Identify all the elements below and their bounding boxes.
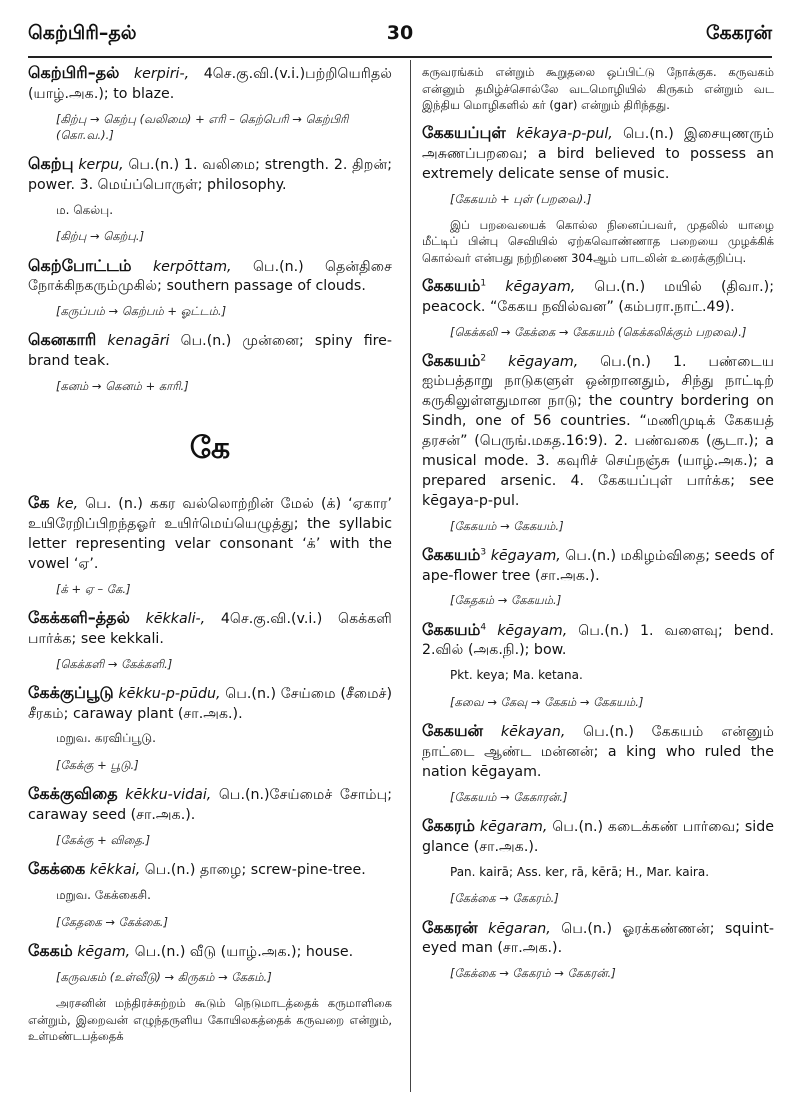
definition: பெ.(n.) தாழை; screw-pine-tree. — [144, 862, 366, 879]
transliteration: kēgaram, — [479, 818, 548, 835]
definition: பெ. (n.) ககர வல்லொற்றின் மேல் (க்) ‘ஏகார’ உயிரேறிப்பிறந்தஓர் உயிர்மெய்யெழுத்து; the syllabic letter representing velar consonant ‘க்’ with the vowel ‘ஏ’. — [28, 496, 393, 572]
headword: கெனகாரி — [28, 330, 97, 350]
entry-kekayan — [422, 720, 774, 783]
transliteration: kēkkali-, — [145, 610, 206, 627]
transliteration: kenagāri — [107, 333, 170, 350]
definition: பெ.(n.) முன்னை; spiny fire-brand teak. — [28, 333, 392, 370]
headword: கேகயன் — [422, 721, 484, 741]
transliteration: kerpu, — [78, 156, 124, 173]
entry-kerpiri — [28, 62, 392, 105]
etymology: [கேகயம் → கேகாரன்.] — [450, 789, 568, 804]
etymology: [கெக்களி → கேக்களி.] — [56, 656, 173, 671]
transliteration: kēkkai, — [89, 862, 141, 879]
entry-kegaran — [422, 917, 774, 960]
entry-kenagari — [28, 329, 392, 372]
etymology: [கெக்கலி → கேக்கை → கேகயம் (கெக்கலிக்கும் பறவை).] — [450, 324, 747, 339]
headword: கெற்போட்டம் — [28, 255, 132, 275]
etymology: [கேதகை → கேக்கை.] — [56, 914, 168, 929]
definition: பெ.(n.) 1. வலிமை; strength. 2. திறன்; power. 3. மெய்ப்பொருள்; philosophy. — [28, 156, 393, 193]
entry-kegayam-4 — [422, 619, 774, 662]
synonym-note: மறுவ. கேக்கைசி. — [56, 888, 151, 903]
entry-kerpottam — [28, 255, 392, 298]
entry-ke — [28, 492, 392, 575]
headword: கேகயம் — [422, 275, 481, 295]
entry-kegayam-1 — [422, 275, 774, 318]
explanatory-paragraph: அரசனின் மந்திரச்சுற்றம் கூடும் நெடுமாடத்தைக் கருமாளிகை என்றும், இறைவன் எழுந்தருளிய கோயிலகத்தைக் கருவறை என்றும், உள்மண்டபத்தைக் — [28, 995, 392, 1044]
definition: பெ.(n.) ஓரக்கண்ணன்; squint-eyed man (சா.அக.). — [422, 920, 774, 957]
transliteration: kēgayam, — [490, 547, 561, 564]
transliteration: kēgayam, — [497, 622, 568, 639]
explanatory-paragraph: இப் பறவையைக் கொல்ல நினைப்பவர், முதலில் யாழை மீட்டிப் பின்பு செவியில் ஏற்கவொண்ணாத பறையை முழக்கிக் கொல்வர் என்பது நற்றிணை 304ஆம் பாடலின் உரைக்குறிப்பு. — [422, 217, 774, 266]
entry-kekkali — [28, 607, 392, 650]
etymology: [கவை → கேவு → கேகம் → கேகயம்.] — [450, 695, 644, 710]
headword: கேக்கை — [28, 859, 86, 879]
definition: 4செ.கு.வி.(v.i.) கெக்களி பார்க்க; see kekkali. — [28, 610, 392, 647]
entry-kegayam-2 — [422, 350, 774, 512]
page-number: 30 — [386, 22, 414, 44]
entry-kegayam-3 — [422, 544, 774, 587]
homonym-number: 3 — [480, 546, 487, 557]
entry-kerpu — [28, 153, 392, 196]
left-column — [28, 62, 392, 1053]
cognate-note: ம. கெல்பு. — [56, 202, 114, 217]
etymology: [கருப்பம் → கெற்பம் + ஓட்டம்.] — [56, 304, 227, 319]
entry-kekkai — [28, 858, 392, 881]
etymology: [கேக்கு + பூடு.] — [56, 758, 139, 773]
transliteration: kēgayam, — [508, 353, 579, 370]
entry-kegaram — [422, 815, 774, 858]
homonym-number: 2 — [480, 352, 487, 363]
transliteration: kēgayam, — [505, 278, 576, 295]
definition: பெ.(n.) 1. வளைவு; bend. 2.வில் (அக.நி.); bow. — [422, 622, 774, 659]
homonym-number: 1 — [480, 278, 487, 289]
etymology: [க் + ஏ – கே.] — [56, 581, 131, 596]
headword: கேகயம் — [422, 619, 481, 639]
etymology: [கனம் → கெனம் + காரி.] — [56, 379, 189, 394]
transliteration: ke, — [56, 496, 79, 513]
headword: கேக்களி–த்தல் — [28, 607, 130, 627]
homonym-number: 4 — [480, 621, 487, 632]
transliteration: kēkaya-p-pul, — [516, 126, 613, 143]
transliteration: kēkku-p-pūdu, — [118, 685, 221, 702]
transliteration: kerpiri-, — [133, 66, 190, 82]
page-header — [28, 22, 772, 52]
definition: பெ.(n.) மயில் (திவா.); peacock. “கேகய நவில்வன” (கம்பரா.நாட்.49). — [422, 278, 775, 315]
transliteration: kēkku-vidai, — [125, 787, 212, 804]
transliteration: kēkayan, — [500, 724, 566, 741]
definition: 4செ.கு.வி.(v.i.)பற்றியெரிதல் (யாழ்.அக.); to blaze. — [28, 66, 392, 102]
definition: பெ.(n.) 1. பண்டைய ஐம்பத்தாறு நாடுகளுள் ஒன்றானதும், சிந்து நாட்டிற் கருகிலுள்ளதுமான நாடு; the country bordering on Sindh, one of 56 countries. “மணிமுடிக் கேகயத் தரசன்” (பெருங்.மகத.16:9). 2. பண்வகை (சூடா.); a musical mode. 3. கவுரிச் செய்நஞ்சு (யாழ்.அக.); a prepared arsenic. 4. கேகயப்புள் பார்க்க; see kēgaya-p-pul. — [422, 353, 774, 509]
headword: கேகம் — [28, 940, 73, 960]
etymology: [கருவகம் (உள்வீடு) → கிருகம் → கேகம்.] — [56, 969, 272, 984]
headword: கேகயப்புள் — [422, 123, 506, 143]
definition: பெ.(n.) இசையுணரும் அசுணப்பறவை; a bird believed to possess an extremely delicate sense of music. — [422, 126, 775, 182]
headword: கேகரன் — [422, 917, 478, 937]
etymology: [கேக்கை → கேகரம் → கேகரன்.] — [450, 966, 616, 981]
entry-kekayappul — [422, 122, 774, 185]
headword: கே — [28, 493, 50, 513]
header-left-word: கெற்பிரி–தல் — [28, 22, 137, 44]
headword: கேகயம் — [422, 544, 481, 564]
transliteration: kerpōttam, — [152, 258, 232, 275]
header-right-word: கேகரன் — [705, 22, 772, 44]
definition: பெ.(n.) வீடு (யாழ்.அக.); house. — [134, 943, 354, 960]
headword: கேக்குப்பூடு — [28, 682, 114, 702]
headword: கேகயம் — [422, 350, 481, 370]
definition: பெ.(n.) கேகயம் என்னும் நாட்டை ஆண்ட மன்னன்; a king who ruled the nation kēgayam. — [422, 724, 774, 780]
etymology: [கிற்பு → கெற்பு.] — [56, 229, 145, 244]
etymology: [கேகயம் → கேகயம்.] — [450, 518, 564, 533]
column-divider — [410, 60, 411, 1092]
cognate-note: Pkt. keya; Ma. ketana. — [450, 668, 583, 683]
headword: கேகரம் — [422, 815, 475, 835]
etymology: [கேதகம் → கேகயம்.] — [450, 593, 562, 608]
entry-kegam — [28, 940, 392, 963]
definition: பெ.(n.) தென்திசை நோக்கிநகரும்முகில்; southern passage of clouds. — [28, 258, 393, 295]
definition: பெ.(n.) மகிழம்விதை; seeds of ape-flower tree (சா.அக.). — [422, 547, 775, 584]
cognate-note: Pan. kairā; Ass. ker, rā, kērā; H., Mar. kaira. — [450, 864, 710, 879]
right-column — [422, 62, 774, 991]
entry-kekkuppudu — [28, 682, 392, 725]
etymology: [கிற்பு → கெற்பு (வலிமை) + எரி – கெற்பெரி → கெற்பிரி (கொ.வ.).] — [56, 111, 349, 142]
headword: கெற்பிரி–தல் — [28, 63, 120, 82]
synonym-note: மறுவ. கரவிப்பூடு. — [56, 731, 156, 746]
headword: கேக்குவிதை — [28, 784, 118, 804]
headword: கெற்பு — [28, 153, 74, 173]
entry-kekkuvidai — [28, 783, 392, 826]
etymology: [கேக்கு + விதை.] — [56, 833, 151, 848]
etymology: [கேக்கை → கேகரம்.] — [450, 891, 559, 906]
transliteration: kēgam, — [77, 943, 131, 960]
definition: பெ.(n.) சேய்மை (சீமைச்) சீரகம்; caraway plant (சா.அக.). — [28, 685, 393, 722]
definition: பெ.(n.) கடைக்கண் பார்வை; side glance (சா.அக.). — [422, 818, 774, 855]
section-letter-heading: கே — [189, 431, 231, 467]
transliteration: kēgaran, — [488, 920, 551, 937]
etymology: [கேகயம் + புள் (பறவை).] — [450, 191, 592, 206]
definition: பெ.(n.)சேய்மைச் சோம்பு; caraway seed (சா.அக.). — [28, 787, 392, 824]
continued-paragraph: கருவரங்கம் என்றும் கூறுதலை ஒப்பிட்டு நோக்குக. கருவகம் என்னும் தமிழ்ச்சொல்லே வடமொழியில் கிருகம் என்றும் வட இந்திய மொழிகளில் கர் (gar) என்றும் திரிந்தது. — [422, 65, 774, 113]
header-rule — [28, 56, 772, 58]
